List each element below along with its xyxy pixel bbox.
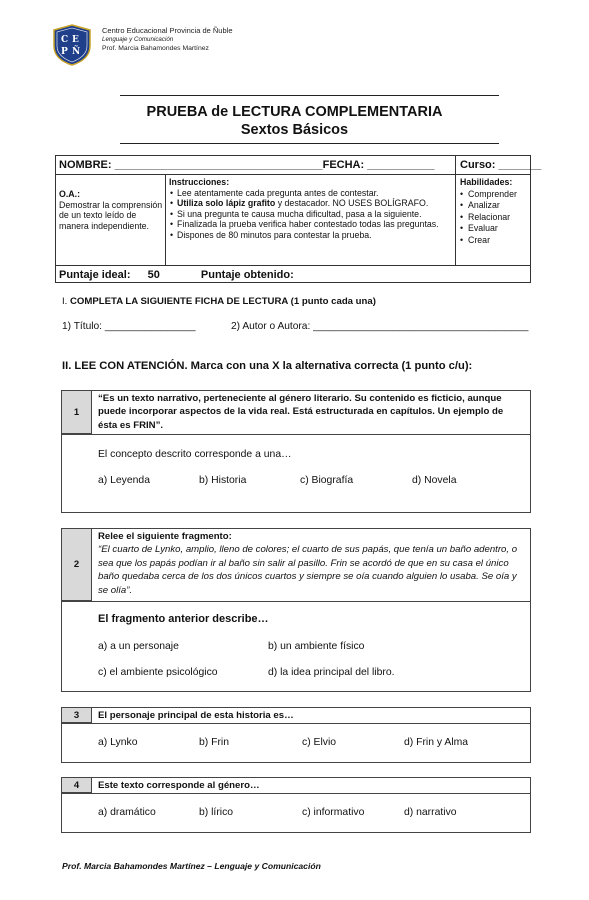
- question-number: 1: [62, 391, 92, 434]
- option-a[interactable]: a) a un personaje: [98, 641, 179, 652]
- school-info: [102, 26, 233, 53]
- section-1-heading: [62, 296, 376, 307]
- svg-text:E: E: [72, 35, 79, 45]
- student-info-box: [55, 155, 542, 283]
- skills-cell: [456, 175, 531, 266]
- ideal-score-label: Puntaje ideal:: [59, 269, 131, 281]
- question-divider: [62, 723, 530, 724]
- question-divider: [62, 793, 530, 794]
- title-rule-top: [120, 95, 499, 96]
- author-field[interactable]: 2) Autor o Autora: ______________________________________: [231, 321, 529, 332]
- ideal-score-value: 50: [147, 269, 160, 281]
- school-header: [52, 24, 452, 70]
- course-cell: [456, 156, 542, 175]
- section-2-heading: II. LEE CON ATENCIÓN. Marca con una X la alternativa correcta (1 punto c/u):: [62, 360, 473, 372]
- option-d[interactable]: d) narrativo: [404, 807, 457, 818]
- option-b[interactable]: b) lírico: [199, 807, 234, 818]
- option-a[interactable]: a) Lynko: [98, 737, 138, 748]
- instruction-item: • Lee atentamente cada pregunta antes de contestar.: [169, 188, 453, 199]
- instructions-list: [169, 188, 453, 241]
- school-logo-icon: [52, 24, 92, 66]
- option-c[interactable]: c) Biografía: [300, 475, 354, 486]
- option-d[interactable]: d) la idea principal del libro.: [268, 667, 395, 678]
- option-c[interactable]: c) Elvio: [302, 737, 337, 748]
- title-rule-bottom: [120, 143, 499, 144]
- option-c[interactable]: c) el ambiente psicológico: [98, 667, 218, 678]
- section-1-roman: I.: [62, 296, 70, 307]
- instruction-item: [169, 198, 453, 209]
- skills-list: [460, 189, 530, 247]
- question-stem: “Es un texto narrativo, perteneciente al género literario. Su contenido es ficticio, aunque puede incorporar aspectos de la vida real. Está estructurada en capítulos. Un ejemplo de ésta es FRIN”.: [98, 393, 504, 431]
- stem-label: Relee el siguiente fragmento:: [98, 531, 232, 542]
- title-field[interactable]: 1) Título: ________________: [62, 321, 196, 332]
- section-1-title: COMPLETA LA SIGUIENTE FICHA DE LECTURA (1 punto cada una): [70, 296, 376, 307]
- stem-quote: “El cuarto de Lynko, amplio, lleno de colores; el cuarto de sus papás, que tenía un baño adentro, o sea que los papás podían ir al baño sin salir al pasillo. Frin se acordó de que en su casa el único baño quedaba cerca de los dos únicos cuartos y siempre se oía cuando alguien lo usaba. Se oía y se olía”.: [98, 544, 518, 596]
- test-title: PRUEBA de LECTURA COMPLEMENTARIA: [146, 104, 443, 120]
- oa-cell: [56, 175, 166, 266]
- skill-item: • Analizar: [460, 200, 530, 212]
- option-a[interactable]: a) dramático: [98, 807, 156, 818]
- option-d[interactable]: d) Novela: [412, 475, 457, 486]
- oa-label: O.A.:: [59, 189, 81, 199]
- test-subtitle: Sextos Básicos: [240, 122, 349, 138]
- instruction-item: • Dispones de 80 minutos para contestar la prueba.: [169, 230, 453, 241]
- school-teacher: Prof. Marcia Bahamondes Martínez: [102, 45, 209, 52]
- oa-text: Demostrar la comprensión de un texto leído de manera independiente.: [59, 199, 163, 231]
- skill-item: • Relacionar: [460, 212, 530, 224]
- question-4-box: [61, 777, 531, 833]
- school-subject: Lenguaje y Comunicación: [102, 36, 174, 43]
- svg-text:P: P: [61, 47, 68, 57]
- score-row: [59, 269, 294, 281]
- page-footer: Prof. Marcia Bahamondes Martínez – Lenguaje y Comunicación: [62, 861, 321, 871]
- instruction-item: • Finalizada la prueba verifica haber contestado todas las preguntas.: [169, 219, 453, 230]
- svg-text:C: C: [61, 35, 69, 45]
- question-prompt: El fragmento anterior describe…: [98, 613, 269, 625]
- question-3-box: [61, 707, 531, 763]
- skill-item: • Comprender: [460, 189, 530, 201]
- name-date-cell: [56, 156, 456, 175]
- course-field[interactable]: Curso: _______: [460, 159, 542, 171]
- option-c[interactable]: c) informativo: [302, 807, 365, 818]
- question-stem: Este texto corresponde al género…: [98, 780, 260, 791]
- question-divider: [62, 601, 530, 602]
- option-d[interactable]: d) Frin y Alma: [404, 737, 469, 748]
- question-prompt: El concepto descrito corresponde a una…: [98, 449, 292, 460]
- question-number: 3: [62, 708, 92, 723]
- question-1-box: [61, 390, 531, 513]
- obtained-score-field[interactable]: Puntaje obtenido:: [200, 269, 294, 281]
- instruction-bold: Utiliza solo lápiz grafito: [177, 198, 276, 208]
- instructions-cell: [166, 175, 456, 266]
- instruction-item: • Si una pregunta te causa mucha dificultad, pasa a la siguiente.: [169, 209, 453, 220]
- instructions-label: Instrucciones:: [169, 177, 230, 187]
- question-divider: [62, 434, 530, 435]
- option-b[interactable]: b) Frin: [199, 737, 230, 748]
- question-number: 4: [62, 778, 92, 793]
- school-name: Centro Educacional Provincia de Ñuble: [102, 26, 233, 35]
- option-a[interactable]: a) Leyenda: [98, 475, 150, 486]
- name-date-field[interactable]: NOMBRE: __________________________________FECHA: ___________: [59, 159, 435, 171]
- skill-item: • Evaluar: [460, 223, 530, 235]
- question-stem: [98, 530, 526, 597]
- question-2-box: [61, 528, 531, 692]
- question-stem: El personaje principal de esta historia es…: [98, 710, 294, 721]
- svg-text:Ñ: Ñ: [72, 47, 81, 57]
- skills-label: Habilidades:: [460, 177, 513, 187]
- option-b[interactable]: b) un ambiente físico: [268, 641, 365, 652]
- instruction-rest: y destacador. NO USES BOLÍGRAFO.: [275, 198, 429, 208]
- question-number: 2: [62, 529, 92, 601]
- skill-item: • Crear: [460, 235, 530, 247]
- option-b[interactable]: b) Historia: [199, 475, 247, 486]
